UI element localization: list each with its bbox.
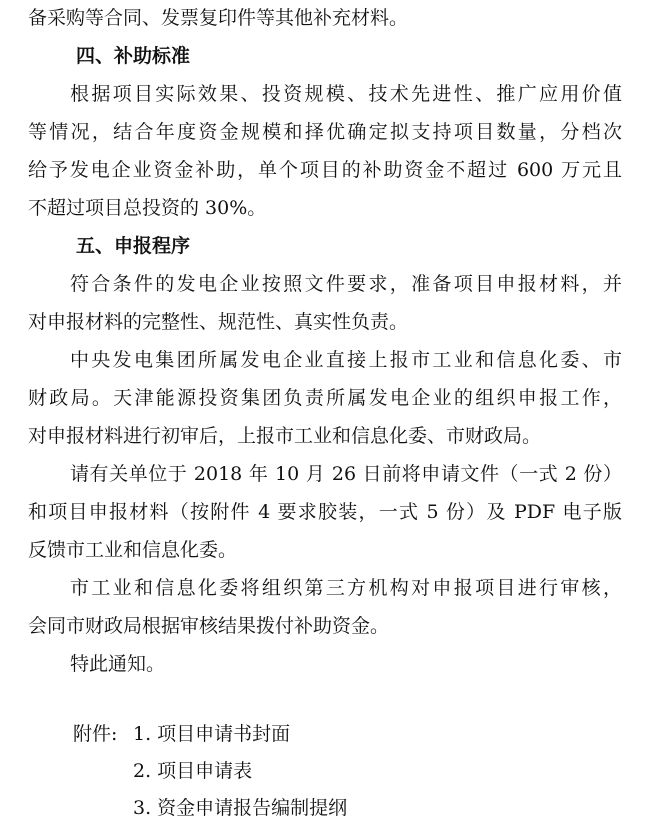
- attachment-item: 2. 项目申请表: [133, 760, 253, 782]
- attachment-item: 3. 资金申请报告编制提纲: [133, 797, 348, 819]
- text-line: 财政局。天津能源投资集团负责所属发电企业的组织申报工作，: [28, 387, 622, 409]
- section-heading-subsidy-standard: 四、补助标准: [76, 45, 191, 67]
- text-line: 反馈市工业和信息化委。: [28, 539, 238, 561]
- text-line: 对申报材料的完整性、规范性、真实性负责。: [28, 311, 409, 333]
- text-line: 中央发电集团所属发电企业直接上报市工业和信息化委、市: [70, 349, 622, 371]
- attachment-item: 1. 项目申请书封面: [133, 723, 291, 745]
- text-line: 请有关单位于 2018 年 10 月 26 日前将申请文件（一式 2 份）: [70, 463, 622, 485]
- text-line: 等情况，结合年度资金规模和择优确定拟支持项目数量，分档次: [28, 121, 622, 143]
- attachments-label: 附件:: [73, 723, 118, 745]
- text-line: 备采购等合同、发票复印件等其他补充材料。: [28, 7, 409, 29]
- text-line: 和项目申报材料（按附件 4 要求胶装，一式 5 份）及 PDF 电子版: [28, 501, 622, 523]
- text-line: 不超过项目总投资的 30%。: [28, 197, 267, 219]
- text-line: 对申报材料进行初审后，上报市工业和信息化委、市财政局。: [28, 425, 542, 447]
- text-line: 给予发电企业资金补助，单个项目的补助资金不超过 600 万元且: [28, 159, 622, 181]
- text-line: 根据项目实际效果、投资规模、技术先进性、推广应用价值: [70, 83, 622, 105]
- closing-text: 特此通知。: [70, 653, 166, 675]
- text-line: 符合条件的发电企业按照文件要求，准备项目申报材料，并: [70, 273, 622, 295]
- section-heading-application-procedure: 五、申报程序: [76, 235, 191, 257]
- text-line: 市工业和信息化委将组织第三方机构对申报项目进行审核，: [70, 577, 622, 599]
- text-line: 会同市财政局根据审核结果拨付补助资金。: [28, 615, 390, 637]
